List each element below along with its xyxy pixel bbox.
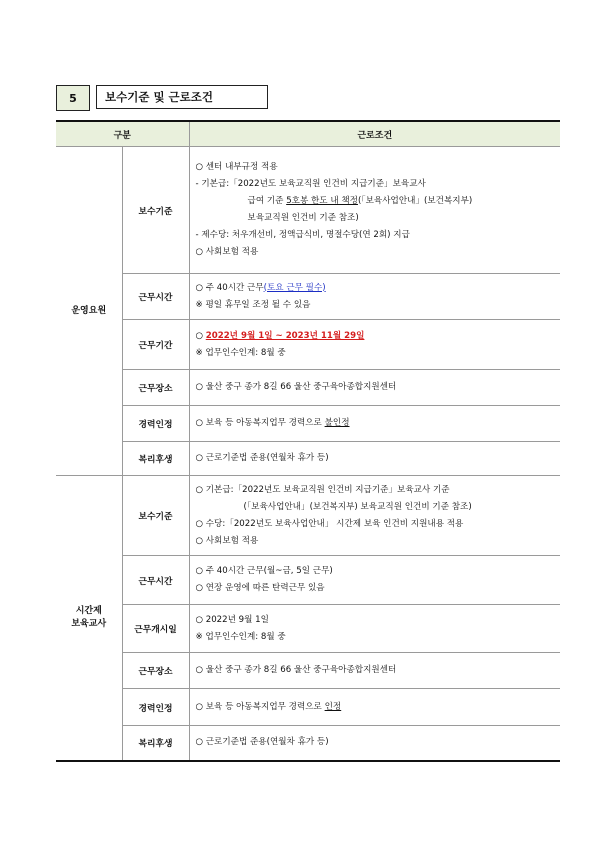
text-line: ※ 업무인수인계: 8월 중 [195,631,286,642]
text-line: ○ 울산 중구 종가 8길 66 울산 중구육아종합지원센터 [195,665,397,675]
row-content [189,653,560,689]
table-row [56,605,560,653]
text-line: ○ 근로기준법 준용(연월차 휴가 등) [195,737,329,748]
text-line: ○ 2022년 9월 1일 [195,614,269,625]
table-row [56,370,560,406]
row-label: 근무기간 [122,320,189,370]
table-row [56,274,560,320]
table-row [56,476,560,556]
header-conditions: 근로조건 [189,121,560,147]
text-line [196,328,560,345]
text-span: ○ 보육 등 아동복지업무 경력으로 [195,701,325,712]
row-content [189,320,560,370]
section-number: 5 [56,85,90,111]
row-content [189,726,560,761]
text-line: (「보육사업안내」(보건복지부) 보육교직원 인건비 기준 참조) [243,501,472,512]
row-content [189,442,560,476]
row-content [189,147,560,274]
conditions-table [56,120,560,762]
text-line: ○ 센터 내부규정 적용 [195,162,278,172]
row-label: 보수기준 [122,147,189,274]
text-span: (「보육사업안내」(보건복지부) [357,196,473,206]
section-heading [56,85,268,111]
underlined-text: 인정 [324,701,342,712]
text-line: - 제수당: 처우개선비, 정액급식비, 명절수당(연 2회) 지급 [195,230,410,240]
row-label: 근무시간 [122,274,189,320]
row-label: 근무개시일 [122,605,189,653]
text-line: - 기본급:「2022년도 보육교직원 인건비 지급기준」보육교사 [195,179,426,189]
text-line [196,193,560,210]
text-line [196,699,560,716]
row-content [189,274,560,320]
text-span: ○ 주 40시간 근무 [195,282,264,293]
underlined-text: 불인정 [324,418,350,428]
text-span: ○ [195,330,206,341]
table-header-row [56,121,560,147]
text-line: 보육교직원 인건비 기준 참조) [247,213,359,223]
text-line: ○ 근로기준법 준용(연월차 휴가 등) [195,453,329,463]
row-label: 경력인정 [122,689,189,726]
row-label: 보수기준 [122,476,189,556]
text-line [196,415,560,432]
header-category: 구분 [56,121,189,147]
text-span: 급여 기준 [247,196,287,206]
table-row [56,406,560,442]
text-line: ○ 사회보험 적용 [195,247,259,257]
underlined-text: 5호봉 한도 내 책정 [286,196,358,206]
table-row [56,726,560,761]
text-line: ○ 연장 운영에 따른 탄력근무 있음 [195,583,325,593]
row-label: 복리후생 [122,442,189,476]
row-content [189,370,560,406]
text-line [196,280,560,297]
text-line: ※ 평일 휴무일 조정 될 수 있음 [195,299,311,310]
row-content [189,605,560,653]
group-label-line: 보육교사 [71,618,107,629]
group-label-parttime [56,476,122,761]
table-row [56,147,560,274]
table-row [56,689,560,726]
section-title: 보수기준 및 근로조건 [96,85,268,109]
row-label: 근무장소 [122,653,189,689]
group-label-staff: 운영요원 [56,147,122,476]
table-row [56,320,560,370]
row-label: 근무시간 [122,556,189,605]
row-content [189,476,560,556]
row-content [189,406,560,442]
text-line: ○ 기본급:「2022년도 보육교직원 인건비 지급기준」보육교사 기준 [195,484,450,495]
text-line: ○ 사회보험 적용 [195,535,259,546]
row-label: 근무장소 [122,370,189,406]
row-content [189,556,560,605]
row-label: 경력인정 [122,406,189,442]
period-dates: 2022년 9월 1일 ~ 2023년 11월 29일 [205,330,365,341]
text-line: ※ 업무인수인계: 8월 중 [195,347,286,358]
text-line: ○ 주 40시간 근무(월~금, 5일 근무) [195,566,333,576]
text-line: ○ 울산 중구 종가 8길 66 울산 중구육아종합지원센터 [195,382,397,392]
table-row [56,556,560,605]
table-row [56,442,560,476]
text-line: ○ 수당:「2022년도 보육사업안내」 시간제 보육 인건비 지원내용 적용 [195,518,464,529]
group-label-line: 시간제 [75,605,102,616]
row-label: 복리후생 [122,726,189,761]
row-content [189,689,560,726]
text-span: ○ 보육 등 아동복지업무 경력으로 [195,418,325,428]
table-row [56,653,560,689]
saturday-note: (토요 근무 필수) [263,282,326,293]
